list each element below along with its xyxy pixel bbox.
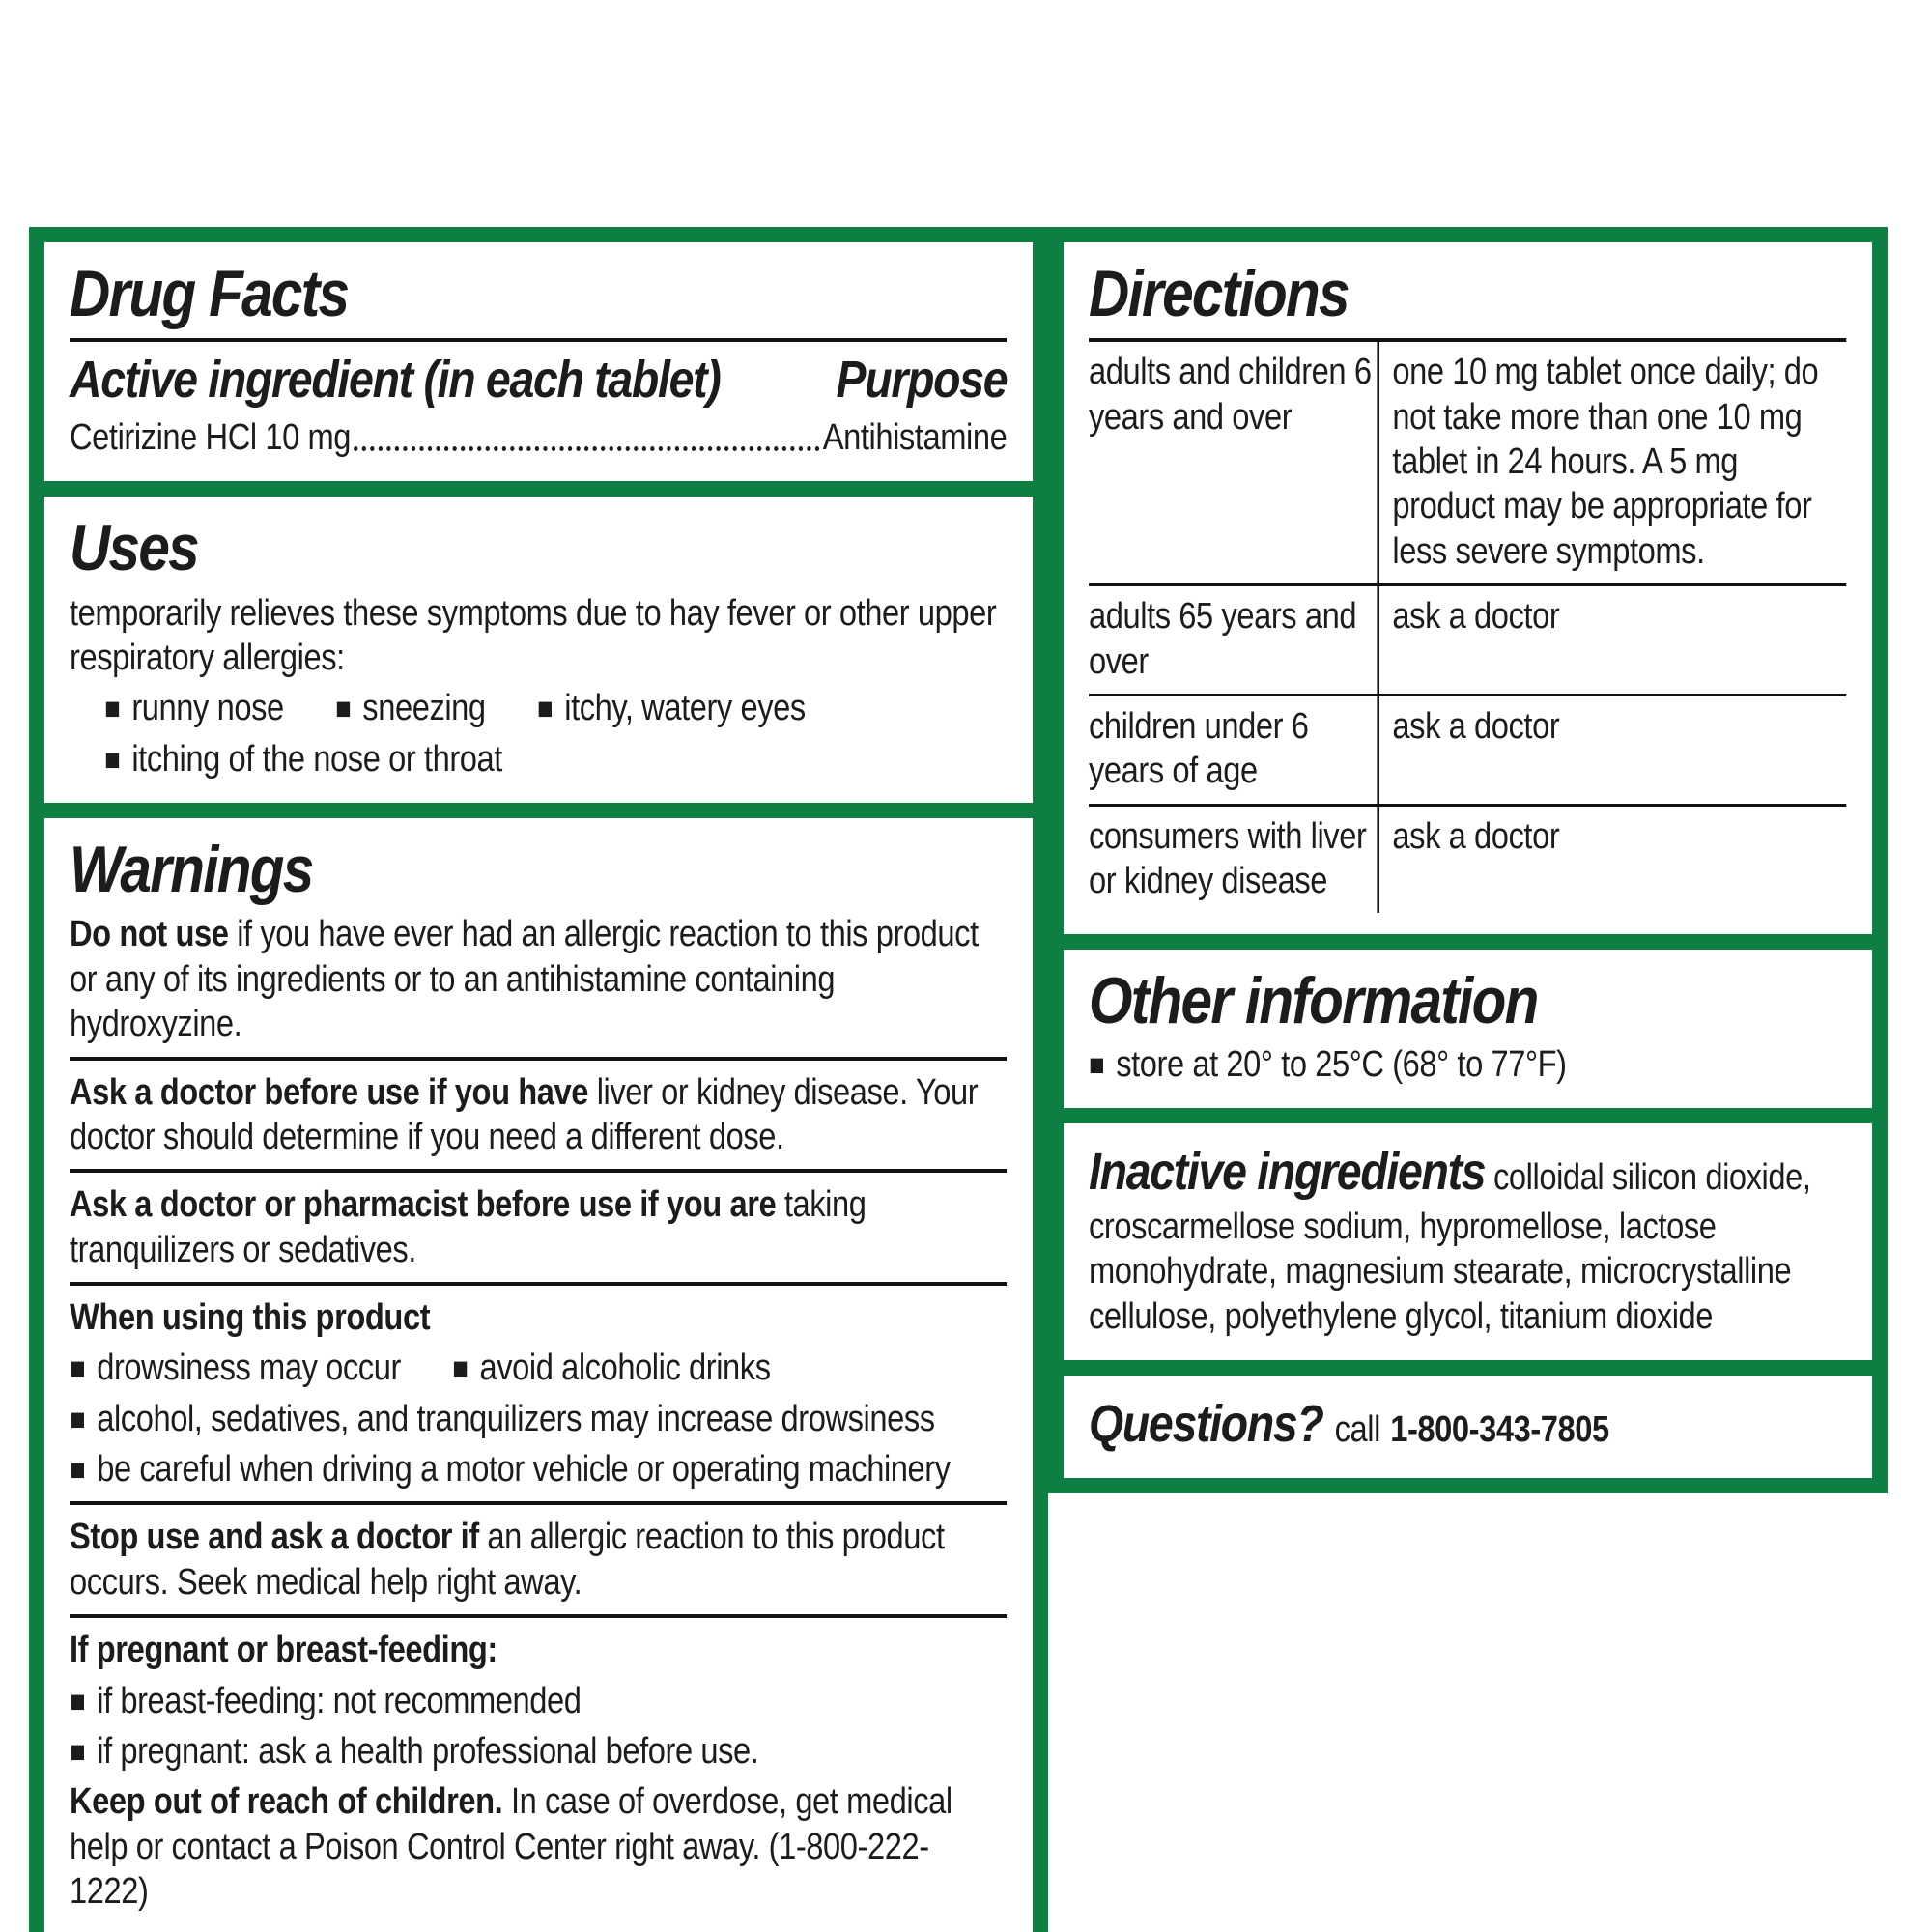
questions-paragraph <box>1089 1393 1846 1457</box>
list-item <box>70 1679 1007 1723</box>
uses-bullet-row <box>104 686 1007 730</box>
uses-bullet-text: itching of the nose or throat <box>131 738 502 780</box>
questions-box <box>1064 1376 1872 1478</box>
pregnant-bullet-text: if breast-feeding: not recommended <box>97 1680 582 1721</box>
warnings-box <box>44 818 1033 1932</box>
inactive-ingredients-title: Inactive ingredients <box>1089 1143 1486 1202</box>
list-item <box>335 686 486 730</box>
square-bullet-icon: ■ <box>452 1350 469 1386</box>
inactive-ingredients-box <box>1064 1123 1872 1360</box>
divider <box>70 1282 1007 1286</box>
stop-use-paragraph <box>70 1515 1007 1605</box>
active-ingredient-row <box>70 415 1007 460</box>
divider <box>70 1169 1007 1173</box>
do-not-use-lead: Do not use <box>70 914 229 955</box>
square-bullet-icon: ■ <box>70 1452 86 1488</box>
inactive-ingredients-paragraph <box>1089 1141 1846 1339</box>
uses-title: Uses <box>70 511 198 585</box>
dotted-leader <box>355 446 820 451</box>
list-item <box>70 1729 1007 1774</box>
purpose-value: Antihistamine <box>822 416 1008 458</box>
table-row <box>1089 583 1846 694</box>
list-item <box>70 1447 1007 1492</box>
list-item <box>452 1346 770 1390</box>
directions-who-cell: adults 65 years and over <box>1089 596 1357 682</box>
list-item <box>104 686 284 730</box>
list-item <box>70 1397 1007 1441</box>
when-using-lead: When using this product <box>70 1296 431 1338</box>
left-column <box>29 227 1048 1932</box>
directions-who-cell: consumers with liver or kidney disease <box>1089 815 1367 901</box>
do-not-use-text: if you have ever had an allergic reaction to this product or any of its ingredients or to an antihistamine containing hydroxyzine. <box>70 914 979 1045</box>
ask-pharmacist-text: taking tranquilizers or sedatives. <box>70 1184 867 1270</box>
ask-doctor-text: liver or kidney disease. Your doctor should determine if you need a different dose. <box>70 1071 979 1157</box>
storage-text: store at 20° to 25°C (68° to 77°F) <box>1116 1043 1567 1085</box>
do-not-use-paragraph <box>70 912 1007 1046</box>
call-label: call <box>1334 1409 1380 1451</box>
when-using-bullet-text: drowsiness may occur <box>97 1348 401 1389</box>
questions-title: Questions? <box>1089 1395 1323 1454</box>
pregnant-bullet-text: if pregnant: ask a health professional before use. <box>97 1730 759 1772</box>
square-bullet-icon: ■ <box>70 1683 86 1719</box>
stop-use-text: an allergic reaction to this product occurs. Seek medical help right away. <box>70 1517 945 1603</box>
inactive-ingredients-text: colloidal silicon dioxide, croscarmellose sodium, hypromellose, lactose monohydrate, magnesium stearate, microcrystalline cellulose, polyethylene glycol, titanium dioxide <box>1089 1157 1811 1337</box>
square-bullet-icon: ■ <box>104 691 121 726</box>
divider <box>70 338 1007 342</box>
keep-out-text: In case of overdose, get medical help or contact a Poison Control Center right away. (1-800-222-1222) <box>70 1781 952 1913</box>
when-using-bullet-row <box>70 1346 1007 1390</box>
drug-facts-label <box>29 227 1888 1932</box>
purpose-heading: Purpose <box>836 351 1008 410</box>
list-item <box>537 686 806 730</box>
warnings-title: Warnings <box>70 833 313 907</box>
other-information-title: Other information <box>1089 964 1538 1038</box>
uses-bullet-row <box>104 737 1007 781</box>
directions-title: Directions <box>1089 257 1349 330</box>
when-using-bullet-text: alcohol, sedatives, and tranquilizers may increase drowsiness <box>97 1398 935 1439</box>
active-ingredient-name: Cetirizine HCl 10 mg <box>70 416 352 458</box>
list-item <box>1089 1042 1846 1087</box>
square-bullet-icon: ■ <box>70 1733 86 1769</box>
keep-out-lead: Keep out of reach of children. <box>70 1781 503 1823</box>
uses-box <box>44 497 1033 803</box>
table-row <box>1089 342 1846 583</box>
keep-out-paragraph <box>70 1779 1007 1914</box>
square-bullet-icon: ■ <box>70 1401 86 1436</box>
list-item <box>104 737 502 781</box>
square-bullet-icon: ■ <box>104 741 121 777</box>
directions-dose-cell: ask a doctor <box>1377 696 1846 804</box>
ask-pharmacist-lead: Ask a doctor or pharmacist before use if you are <box>70 1184 777 1226</box>
other-information-box <box>1064 950 1872 1108</box>
square-bullet-icon: ■ <box>1089 1046 1105 1082</box>
ask-pharmacist-paragraph <box>70 1182 1007 1272</box>
drug-facts-title: Drug Facts <box>70 257 349 330</box>
uses-bullet-text: sneezing <box>362 688 486 729</box>
ask-doctor-paragraph <box>70 1070 1007 1160</box>
right-column <box>1048 227 1888 1493</box>
directions-table <box>1089 338 1846 913</box>
divider <box>70 1057 1007 1061</box>
square-bullet-icon: ■ <box>70 1350 86 1386</box>
directions-dose-cell: ask a doctor <box>1377 586 1846 694</box>
questions-phone-number: 1-800-343-7805 <box>1390 1409 1609 1451</box>
active-ingredient-header-row <box>70 352 1007 409</box>
directions-who-cell: children under 6 years of age <box>1089 705 1309 792</box>
divider <box>70 1614 1007 1618</box>
uses-bullet-text: itchy, watery eyes <box>564 688 806 729</box>
list-item <box>70 1346 401 1390</box>
table-row <box>1089 804 1846 914</box>
active-ingredient-heading: Active ingredient (in each tablet) <box>70 351 721 410</box>
pregnant-lead: If pregnant or breast-feeding: <box>70 1630 497 1671</box>
stop-use-lead: Stop use and ask a doctor if <box>70 1517 479 1558</box>
square-bullet-icon: ■ <box>537 691 554 726</box>
square-bullet-icon: ■ <box>335 691 352 726</box>
when-using-bullet-text: be careful when driving a motor vehicle or operating machinery <box>97 1449 951 1491</box>
uses-intro: temporarily relieves these symptoms due to hay fever or other upper respiratory allergies: <box>70 592 997 678</box>
directions-who-cell: adults and children 6 years and over <box>1089 352 1372 438</box>
uses-bullet-text: runny nose <box>131 688 284 729</box>
divider <box>70 1501 1007 1505</box>
directions-dose-cell: ask a doctor <box>1377 807 1846 914</box>
table-row <box>1089 694 1846 804</box>
ask-doctor-lead: Ask a doctor before use if you have <box>70 1071 589 1113</box>
directions-box <box>1064 242 1872 934</box>
directions-dose-cell: one 10 mg tablet once daily; do not take more than one 10 mg tablet in 24 hours. A 5 mg product may be appropriate for less severe symptoms. <box>1377 342 1846 583</box>
drug-facts-box <box>44 242 1033 481</box>
when-using-bullet-text: avoid alcoholic drinks <box>479 1348 771 1389</box>
